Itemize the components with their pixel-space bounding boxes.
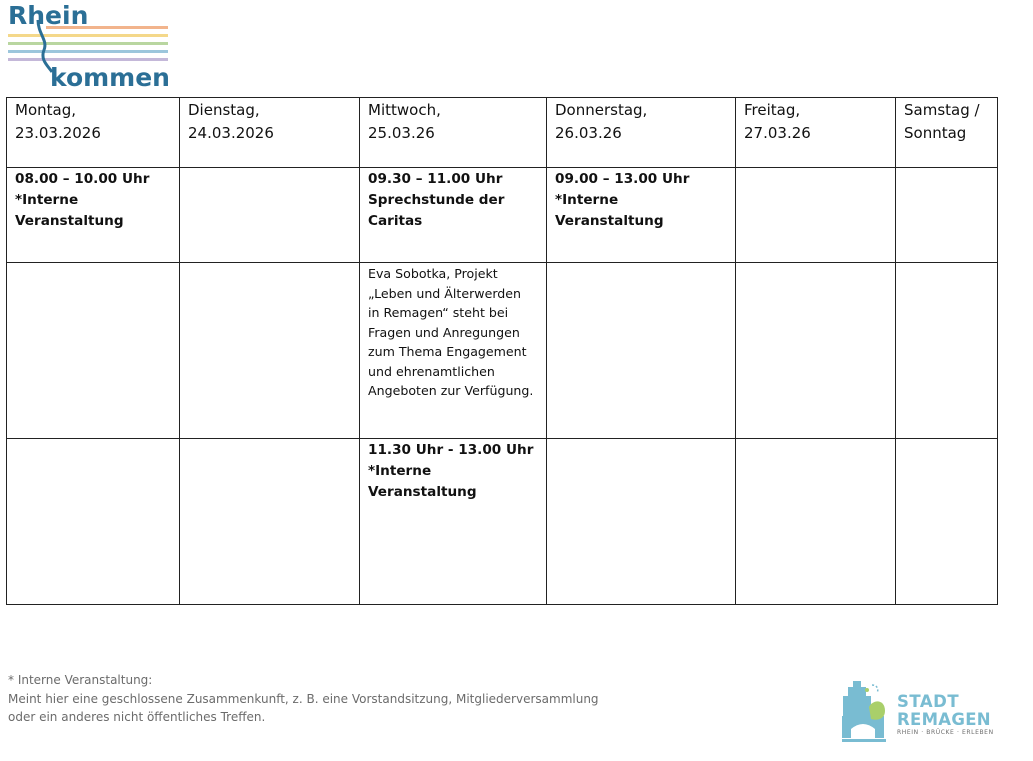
cell-monday-slot1 [7,168,180,263]
day-name: Donnerstag, [555,101,648,119]
cell-tuesday-slot3 [180,439,360,605]
day-date: 23.03.2026 [15,124,101,142]
note-line: Eva Sobotka, Projekt [368,266,498,281]
day-name: Mittwoch, [368,101,441,119]
day-name: Dienstag, [188,101,260,119]
cell-wednesday-slot2 [360,263,547,439]
remagen-tagline: RHEIN · BRÜCKE · ERLEBEN [897,729,994,736]
event-time: 09.00 – 13.00 Uhr [555,171,690,187]
logo-word-rhein: Rhein [8,1,89,30]
footnote [8,671,628,727]
remagen-name: REMAGEN [897,710,991,729]
note-line: in Remagen“ steht bei [368,305,509,320]
note-line: Angeboten zur Verfügung. [368,383,534,398]
event-time: 11.30 Uhr - 13.00 Uhr [368,442,534,458]
note-line: „Leben und Älterwerden [368,285,522,301]
cell-wednesday-slot1 [360,168,547,263]
cell-thursday-slot3 [547,439,736,605]
day-date: 26.03.26 [555,124,622,142]
event-title: *Interne [15,192,79,208]
header-wednesday [360,98,547,168]
header-weekend [896,98,998,168]
cell-weekend-slot2 [896,263,998,439]
logo-word-kommen: kommen [50,63,170,92]
footnote-text: oder ein anderes nicht öffentliches Treffen. [8,710,266,724]
header-thursday [547,98,736,168]
event-title: Caritas [368,213,423,229]
cell-friday-slot3 [736,439,896,605]
cell-monday-slot3 [7,439,180,605]
table-header-row [7,98,998,168]
event-time: 09.30 – 11.00 Uhr [368,171,503,187]
event-title: Veranstaltung [15,213,124,229]
day-date: 24.03.2026 [188,124,274,142]
cell-weekend-slot1 [896,168,998,263]
cell-tuesday-slot1 [180,168,360,263]
logo-stripe [8,42,168,45]
cell-thursday-slot2 [547,263,736,439]
table-row [7,263,998,439]
cell-tuesday-slot2 [180,263,360,439]
bridge-tower-icon [842,681,886,742]
event-time: 08.00 – 10.00 Uhr [15,171,150,187]
remagen-stadt: STADT [897,692,960,711]
day-date: 27.03.26 [744,124,811,142]
note-line: zum Thema Engagement [368,344,527,359]
event-title: Veranstaltung [368,484,477,500]
day-date: Sonntag [904,124,967,142]
remagen-wordmark [897,693,994,737]
header-monday [7,98,180,168]
cell-wednesday-slot3 [360,439,547,605]
day-name: Samstag / [904,101,980,119]
logo-stripe [8,58,168,61]
table-row [7,439,998,605]
header-tuesday [180,98,360,168]
stadt-remagen-logo [839,677,999,747]
cell-friday-slot1 [736,168,896,263]
footnote-title: * Interne Veranstaltung: [8,673,153,687]
cell-weekend-slot3 [896,439,998,605]
header-friday [736,98,896,168]
note-line: und ehrenamtlichen [368,363,495,379]
footnote-text: Meint hier eine geschlossene Zusammenkunft, z. B. eine Vorstandsitzung, Mitgliederversammlung [8,691,599,706]
logo-stripe [8,50,168,53]
day-name: Montag, [15,101,76,119]
logo-stripe [8,34,168,37]
event-title: Sprechstunde der [368,192,505,208]
table-row [7,168,998,263]
rhein-kommen-logo [8,0,173,92]
cell-thursday-slot1 [547,168,736,263]
cell-monday-slot2 [7,263,180,439]
event-title: *Interne Veranstaltung [555,192,664,229]
event-title: *Interne [368,463,432,479]
day-date: 25.03.26 [368,124,435,142]
day-name: Freitag, [744,101,801,119]
cell-friday-slot2 [736,263,896,439]
weekly-schedule-table [6,97,998,605]
note-line: Fragen und Anregungen [368,324,520,340]
